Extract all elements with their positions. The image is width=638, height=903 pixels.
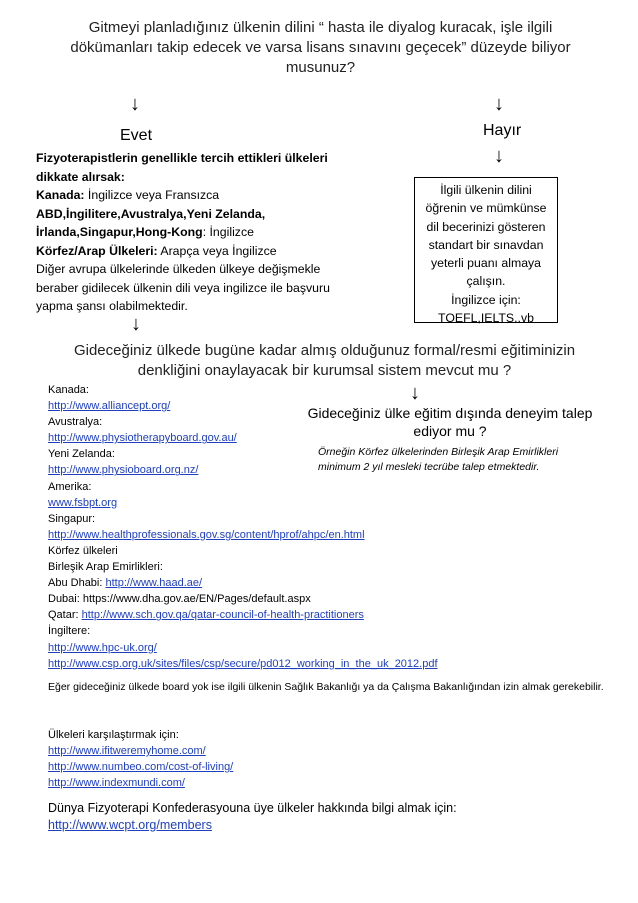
list-item — [48, 511, 628, 527]
no-box-english-label: İngilizce için: — [451, 292, 521, 307]
board-link-qatar[interactable]: http://www.sch.gov.qa/qatar-council-of-health-practitioners — [81, 609, 364, 622]
yes-answer-block — [36, 149, 366, 316]
wcpt-label: Dünya Fizyoterapi Konfederasyouna üye ülkeler hakkında bilgi almak için: — [48, 801, 457, 815]
list-item — [48, 382, 628, 398]
question-experience: Gideceğiniz ülke eğitim dışında deneyim talep ediyor mu ? — [307, 405, 593, 439]
list-item — [48, 591, 628, 607]
country-label: Avustralya: — [48, 416, 103, 429]
country-label: Körfez ülkeleri — [48, 544, 118, 557]
compare-link-numbeo[interactable]: http://www.numbeo.com/cost-of-living/ — [48, 761, 234, 774]
language-text: İngilizce veya Fransızca — [84, 188, 220, 202]
language-text: Arapça veya İngilizce — [157, 243, 277, 258]
language-line-gulf — [36, 242, 366, 261]
list-item — [48, 479, 628, 495]
list-item — [48, 656, 628, 672]
arrow-down-icon: ↓ — [494, 93, 504, 115]
wcpt-block — [48, 800, 608, 834]
list-item — [48, 575, 628, 591]
country-label: ABD,İngilitere,Avustralya,Yeni Zelanda, İrlanda,Singapur,Hong-Kong — [36, 206, 266, 239]
list-item — [48, 462, 628, 478]
yes-heading: Fizyoterapistlerin genellikle tercih ettikleri ülkeleri dikkate alırsak: — [36, 151, 328, 184]
language-line-english-countries — [36, 205, 366, 242]
experience-note: Örneğin Körfez ülkelerinden Birleşik Arap Emirlikleri minimum 2 yıl mesleki tecrübe talep etmektedir. — [318, 446, 559, 473]
list-item — [48, 495, 628, 511]
country-label: İngiltere: — [48, 625, 91, 638]
arrow-down-icon: ↓ — [494, 145, 504, 167]
list-item — [48, 607, 628, 623]
country-label: Körfez/Arap Ülkeleri: — [36, 243, 158, 258]
board-link-australia[interactable]: http://www.physiotherapyboard.gov.au/ — [48, 432, 237, 445]
board-link-uk-hpc[interactable]: http://www.hpc-uk.org/ — [48, 641, 157, 654]
list-item — [48, 527, 628, 543]
compare-label: Ülkeleri karşılaştırmak için: — [48, 729, 179, 741]
list-item — [48, 398, 628, 414]
no-box-tests: TOEFL,IELTS..vb — [438, 311, 534, 326]
country-label: Birleşik Arap Emirlikleri: — [48, 561, 163, 574]
dubai-text: Dubai: https://www.dha.gov.ae/EN/Pages/default.aspx — [48, 593, 311, 606]
yes-label: Evet — [120, 127, 153, 144]
list-item — [48, 414, 628, 430]
country-label: Kanada: — [48, 384, 89, 396]
country-label: Amerika: — [48, 480, 92, 493]
language-text: : İngilizce — [202, 225, 254, 239]
list-item — [48, 640, 628, 656]
list-item — [48, 543, 628, 559]
list-item — [48, 446, 628, 462]
arrow-down-icon: ↓ — [130, 93, 140, 115]
country-label: Kanada: — [36, 188, 85, 202]
board-link-usa[interactable]: www.fsbpt.org — [48, 496, 118, 509]
arrow-down-icon: ↓ — [131, 313, 141, 335]
wcpt-link[interactable]: http://www.wcpt.org/members — [48, 818, 212, 832]
list-item — [48, 559, 628, 575]
yes-footer: Diğer avrupa ülkelerinde ülkeden ülkeye değişmekle beraber gidilecek ülkenin dili veya ingilizce ile başvuru yapma şansı olabilmektedir. — [36, 262, 330, 313]
arrow-down-icon: ↓ — [410, 382, 420, 404]
compare-link-indexmundi[interactable]: http://www.indexmundi.com/ — [48, 777, 185, 790]
list-item — [48, 430, 628, 446]
country-label: Yeni Zelanda: — [48, 448, 115, 461]
no-answer-box — [414, 177, 558, 326]
no-label: Hayır — [483, 122, 522, 139]
country-label: Singapur: — [48, 512, 96, 525]
board-link-uk-csp[interactable]: http://www.csp.org.uk/sites/files/csp/secure/pd012_working_in_the_uk_2012.pdf — [48, 657, 438, 670]
board-link-new-zealand[interactable]: http://www.physioboard.org.nz/ — [48, 464, 199, 477]
board-link-canada[interactable]: http://www.alliancept.org/ — [48, 400, 171, 413]
question-equivalence: Gideceğiniz ülkede bugüne kadar almış olduğunuz formal/resmi eğitiminizin denkliğini onaylayacak bir kurumsal sistem mevcut mu ? — [73, 342, 576, 379]
list-item — [48, 623, 628, 639]
question-language: Gitmeyi planladığınız ülkenin dilini “ hasta ile diyalog kuracak, işle ilgili dökümanları takip edecek ve varsa lisans sınavını geçecek” düzeyde biliyor musunuz? — [70, 19, 571, 76]
country-label: Qatar: — [48, 609, 82, 622]
language-line-canada — [36, 186, 366, 205]
no-box-text: İlgili ülkenin dilini öğrenin ve mümkünse dil becerinizi gösteren standart bir sınavdan yeterli puanı almaya çalışın. — [425, 183, 547, 289]
board-links-list — [48, 382, 628, 672]
country-label: Abu Dhabi: — [48, 577, 106, 590]
board-link-abu-dhabi[interactable]: http://www.haad.ae/ — [105, 577, 203, 590]
ministry-note: Eğer gideceğiniz ülkede board yok ise ilgili ülkenin Sağlık Bakanlığı ya da Çalışma Bakanlığından izin almak gerekebilir. — [48, 681, 604, 693]
compare-link-ifitweremyhome[interactable]: http://www.ifitweremyhome.com/ — [48, 745, 206, 758]
board-link-singapore[interactable]: http://www.healthprofessionals.gov.sg/content/hprof/ahpc/en.html — [48, 528, 365, 541]
compare-countries-block — [48, 727, 608, 791]
